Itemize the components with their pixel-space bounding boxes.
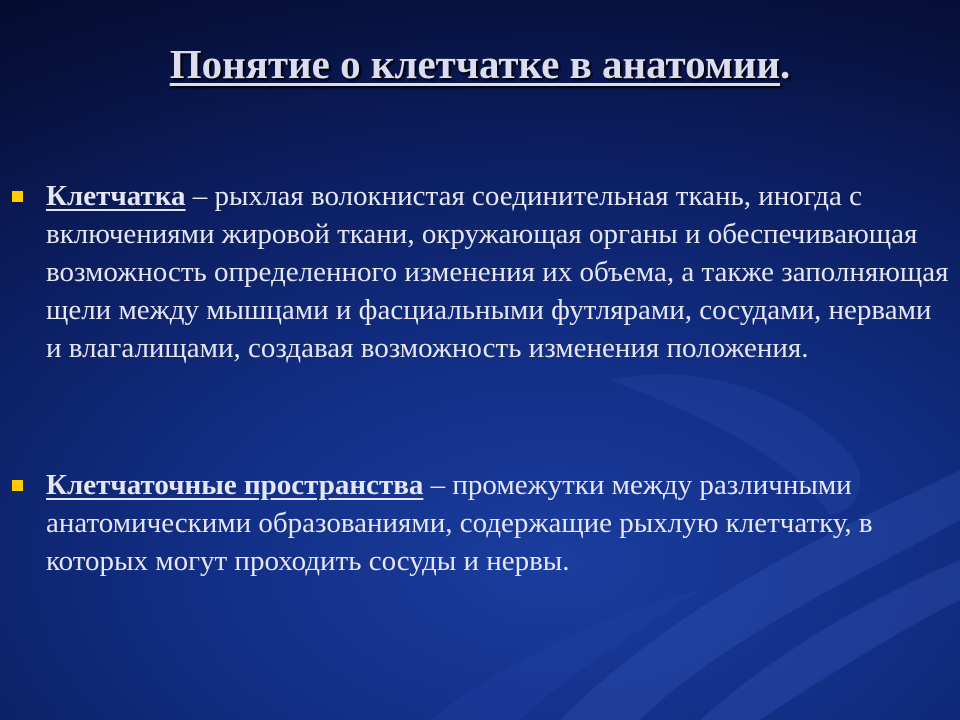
square-bullet-icon [12,191,23,202]
square-bullet-icon [12,480,23,491]
slide-title-text: Понятие о клетчатке в анатомии [169,41,781,87]
bullet-item [46,177,951,367]
term-label: Клетчаточные пространства [46,469,424,501]
term-label: Клетчатка [46,180,186,212]
bullet-item [46,466,951,580]
definition-text: – промежутки между различными анатомическими образованиями, содержащие рыхлую клетчатку, в которых могут проходить сосуды и нервы. [46,469,873,577]
slide-title [0,38,960,90]
slide-title-period: . [780,41,791,87]
definition-text: – рыхлая волокнистая соединительная ткань, иногда с включениями жировой ткани, окружающая органы и обеспечивающая возможность определенного изменения их объема, а также заполняющая щели между мышцами и фасциальными футлярами, сосудами, нервами и влагалищами, создавая возможность изменения положения. [46,180,949,364]
